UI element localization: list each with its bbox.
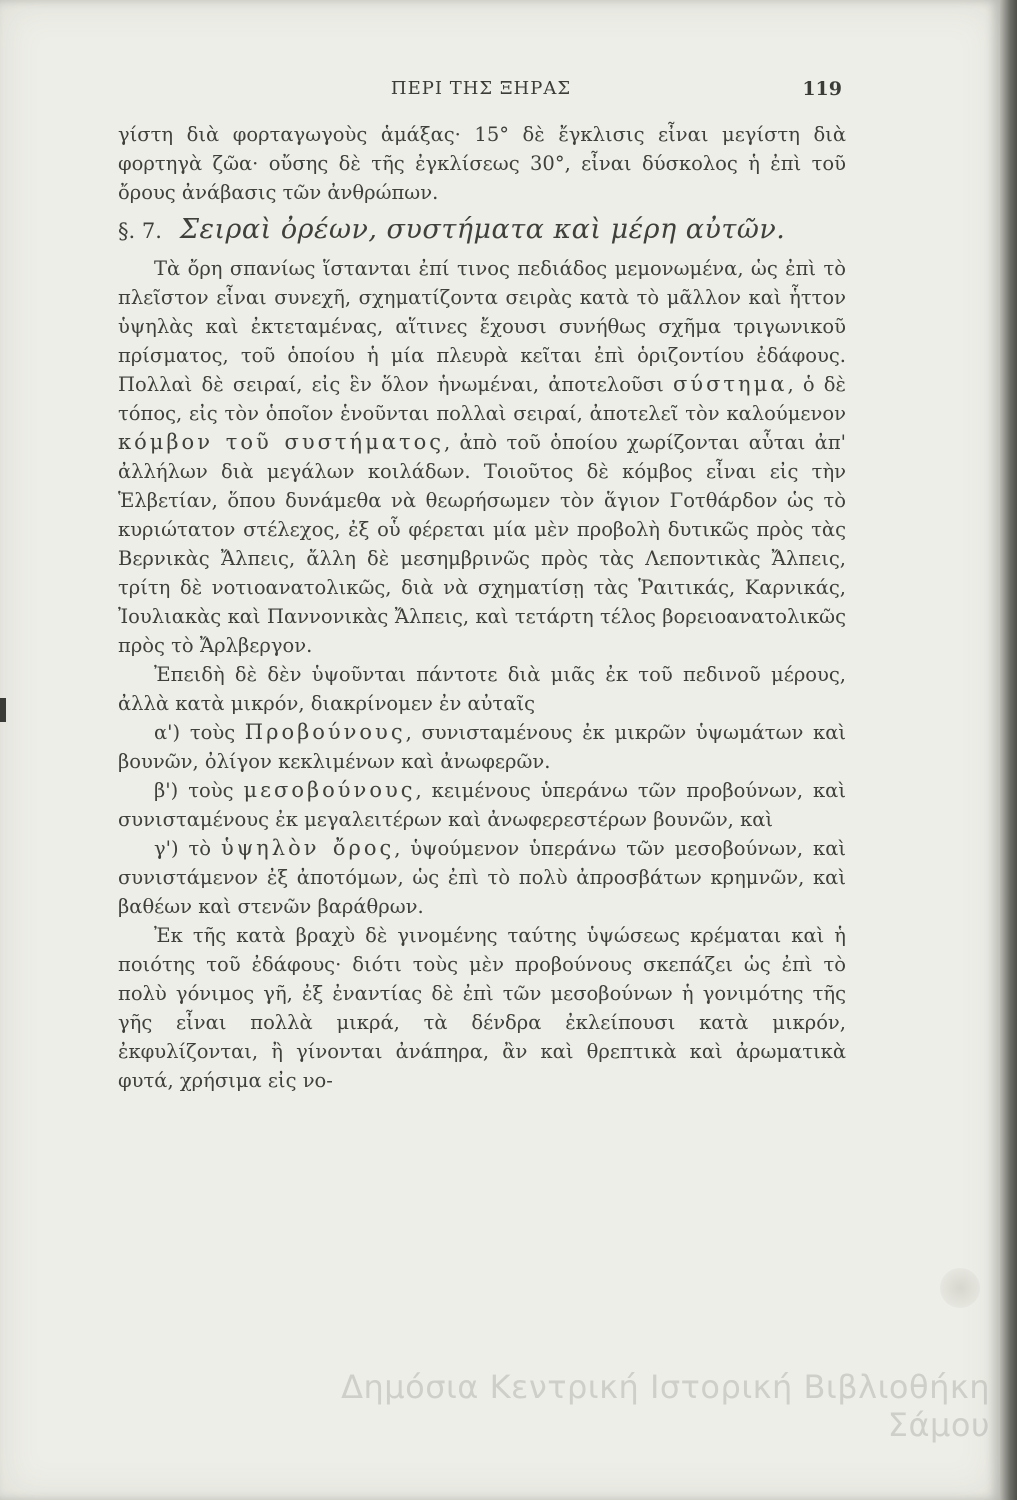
- spaced-term: σύστημα: [672, 372, 788, 396]
- running-title: ΠΕΡΙ ΤΗΣ ΞΗΡΑΣ: [390, 78, 572, 99]
- list-item: [118, 776, 846, 834]
- book-spine-edge: [1000, 0, 1017, 1500]
- margin-mark: [0, 698, 6, 722]
- section-title: Σειραὶ ὀρέων, συστήματα καὶ μέρη αὐτῶν.: [179, 214, 786, 245]
- list-pre: τοὺς: [188, 779, 234, 802]
- section-heading: [118, 207, 846, 254]
- library-watermark: Δημόσια Κεντρική Ιστορική Βιβλιοθήκη Σάμου: [341, 1368, 990, 1444]
- paragraph: Ἐκ τῆς κατὰ βραχὺ δὲ γινομένης ταύτης ὑψώσεως κρέμαται καὶ ἡ ποιότης τοῦ ἐδάφους· διότι τοὺς μὲν προβούνους σκεπάζει ὡς ἐπὶ τὸ πολὺ γόνιμος γῆ, ἐξ ἐναντίας δὲ ἐπὶ τῶν μεσοβούνων ἡ γονιμότης τῆς γῆς εἶναι πολλὰ μικρά, τὰ δένδρα ἐκλείπουσι κατὰ μικρόν, ἐκφυλίζονται, ἢ γίνονται ἀνάπηρα, ἂν καὶ θρεπτικὰ καὶ ἀρωματικὰ φυτά, χρήσιμα εἰς νο-: [118, 924, 846, 1092]
- list-marker: β'): [154, 779, 179, 802]
- paragraph-text: , ὁ δὲ τόπος, εἰς τὸν ὁποῖον ἑνοῦνται πολλαὶ σειραί, ἀποτελεῖ τὸν καλούμενον: [118, 373, 846, 425]
- section-number: §. 7.: [118, 219, 162, 243]
- list-pre: τοὺς: [189, 721, 236, 744]
- spaced-term: Προβούνους: [244, 720, 406, 744]
- list-pre: τὸ: [188, 837, 212, 860]
- page-number: 119: [802, 78, 842, 100]
- list-text: , ὑψούμενον ὑπεράνω τῶν μεσοβούνων, καὶ συνιστάμενον ἐξ ἀποτόμων, ὡς ἐπὶ τὸ πολὺ ἀπροσβάτων κρημνῶν, καὶ βαθέων καὶ στενῶν βαράθρων.: [118, 837, 847, 918]
- spaced-term: ὑψηλὸν ὄρος: [220, 836, 395, 860]
- paragraph: Ἐπειδὴ δὲ δὲν ὑψοῦνται πάντοτε διὰ μιᾶς ἐκ τοῦ πεδινοῦ μέρους, ἀλλὰ κατὰ μικρόν, διακρίνομεν ἐν αὐταῖς: [118, 663, 846, 715]
- list-text: , κειμένους ὑπεράνω τῶν προβούνων, καὶ συνισταμένους ἐκ μεγαλειτέρων καὶ ἀνωφερεστέρων βουνῶν, καὶ: [118, 779, 846, 831]
- page-header: [120, 78, 842, 106]
- list-text: , συνισταμένους ἐκ μικρῶν ὑψωμάτων καὶ βουνῶν, ὀλίγον κεκλιμένων καὶ ἀνωφερῶν.: [118, 721, 847, 773]
- spaced-term: κόμβον τοῦ συστήματος: [118, 430, 444, 454]
- paragraph: [118, 254, 846, 660]
- paper-stain: [940, 1268, 980, 1308]
- body-text: [118, 120, 846, 1095]
- list-marker: γ'): [154, 837, 179, 860]
- list-marker: α'): [154, 721, 181, 744]
- list-item: [118, 834, 846, 921]
- list-item: [118, 718, 846, 776]
- paragraph-text: , ἀπὸ τοῦ ὁποίου χωρίζονται αὗται ἀπ' ἀλλήλων διὰ μεγάλων κοιλάδων. Τοιοῦτος δὲ κόμβος εἶναι εἰς τὴν Ἑλβετίαν, ὅπου δυνάμεθα νὰ θεωρήσωμεν τὸν ἅγιον Γοτθάρδον ὡς τὸ κυριώτατον στέλεχος, ἐξ οὗ φέρεται μία μὲν προβολὴ δυτικῶς πρὸς τὰς Βερνικὰς Ἄλπεις, ἄλλη δὲ μεσημβρινῶς πρὸς τὰς Λεποντικὰς Ἄλπεις, τρίτη δὲ νοτιοανατολικῶς, διὰ νὰ σχηματίσῃ τὰς Ῥαιτικάς, Καρνικάς, Ἰουλιακὰς καὶ Παννονικὰς Ἄλπεις, καὶ τετάρτη τέλος βορειοανατολικῶς πρὸς τὸ Ἄρλβεργον.: [118, 431, 846, 657]
- spaced-term: μεσοβούνους: [243, 778, 416, 802]
- opening-paragraph: γίστη διὰ φορταγωγοὺς ἁμάξας· 15° δὲ ἔγκλισις εἶναι μεγίστη διὰ φορτηγὰ ζῶα· οὔσης δὲ τῆς ἐγκλίσεως 30°, εἶναι δύσκολος ἡ ἐπὶ τοῦ ὄρους ἀνάβασις τῶν ἀνθρώπων.: [118, 123, 846, 204]
- paragraph-text: Τὰ ὄρη σπανίως ἵστανται ἐπί τινος πεδιάδος μεμονωμένα, ὡς ἐπὶ τὸ πλεῖστον εἶναι συνεχῆ, σχηματίζοντα σειρὰς κατὰ τὸ μᾶλλον καὶ ἧττον ὑψηλὰς καὶ ἐκτεταμένας, αἵτινες ἔχουσι συνήθως σχῆμα τριγωνικοῦ πρίσματος, τοῦ ὁποίου ἡ μία πλευρὰ κεῖται ἐπὶ ὁριζοντίου ἐδάφους. Πολλαὶ δὲ σειραί, εἰς ἓν ὅλον ἡνωμέναι, ἀποτελοῦσι: [118, 257, 846, 396]
